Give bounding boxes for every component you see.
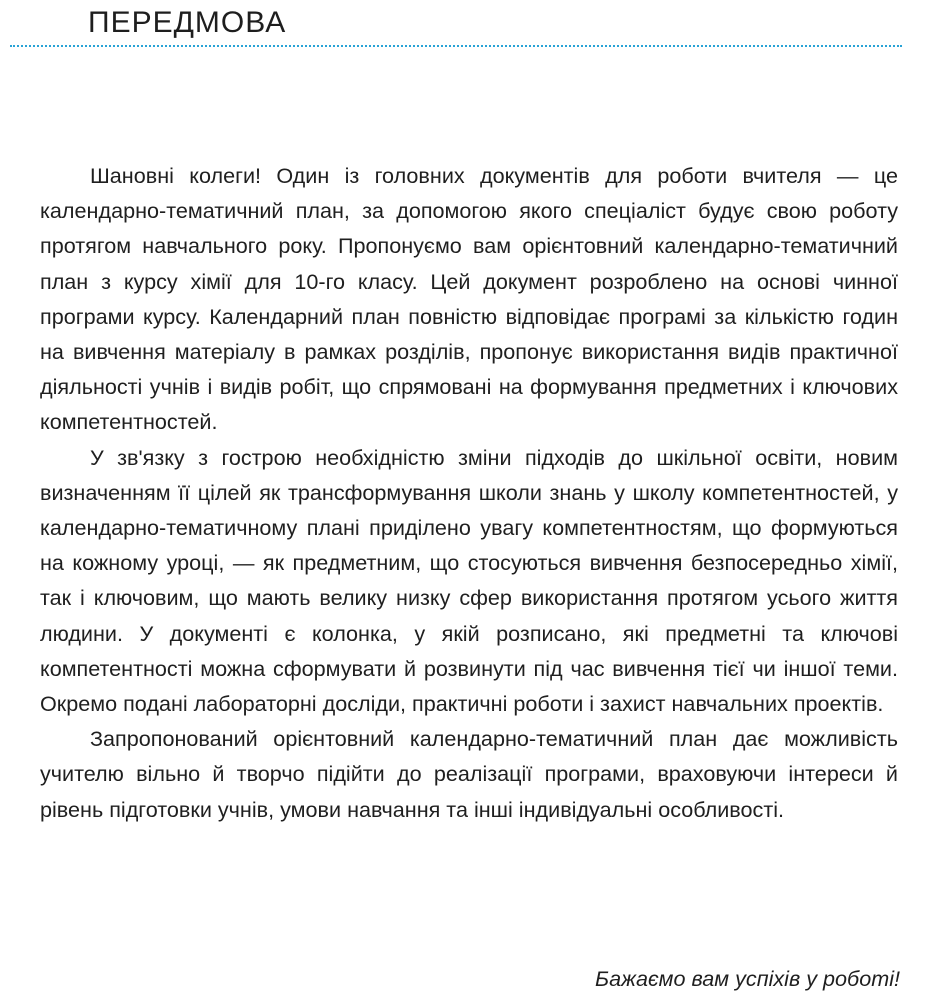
title-dotted-rule — [10, 45, 902, 47]
paragraph-plan-possibilities: Запропонований орієнтовний календарно-тематичний план дає можливість учителю вільно й творчо підійти до реалізації програми, враховуючи інтереси й рівень підготовки учнів, умови навчання та інші індивідуальні особливості. — [40, 726, 898, 822]
paragraph-intro: Шановні колеги! Один із головних документів для роботи вчителя — це календарно-тематичний план, за допомогою якого спеціаліст будує свою роботу протягом навчального року. Пропонуємо вам орієнтовний календарно-тематичний план з курсу хімії для 10-го класу. Цей документ розроблено на основі чинної програми курсу. Календарний план повністю відповідає програмі за кількістю годин на вивчення матеріалу в рамках розділів, пропонує використання видів практичної діяльності учнів і видів робіт, що спрямовані на формування предметних і ключових компетентностей. — [40, 163, 898, 435]
body-text — [40, 158, 898, 827]
page-title: ПЕРЕДМОВА — [88, 6, 287, 39]
closing-wish: Бажаємо вам успіхів у роботі! — [595, 966, 900, 991]
page-header — [0, 0, 935, 52]
paragraph-competences: У зв'язку з гострою необхідністю зміни підходів до шкільної освіти, новим визначенням її цілей як трансформування школи знань у школу компетентностей, у календарно-тематичному плані приділено увагу компетентностям, що формуються на кожному уроці, — як предметним, що стосуються вивчення безпосередньо хімії, так і ключовим, що мають велику низку сфер використання протягом усього життя людини. У документі є колонка, у якій розписано, які предметні та ключові компетентності можна сформувати й розвинути під час вивчення тієї чи іншої теми. Окремо подані лабораторні досліди, практичні роботи і захист навчальних проектів. — [40, 444, 898, 717]
